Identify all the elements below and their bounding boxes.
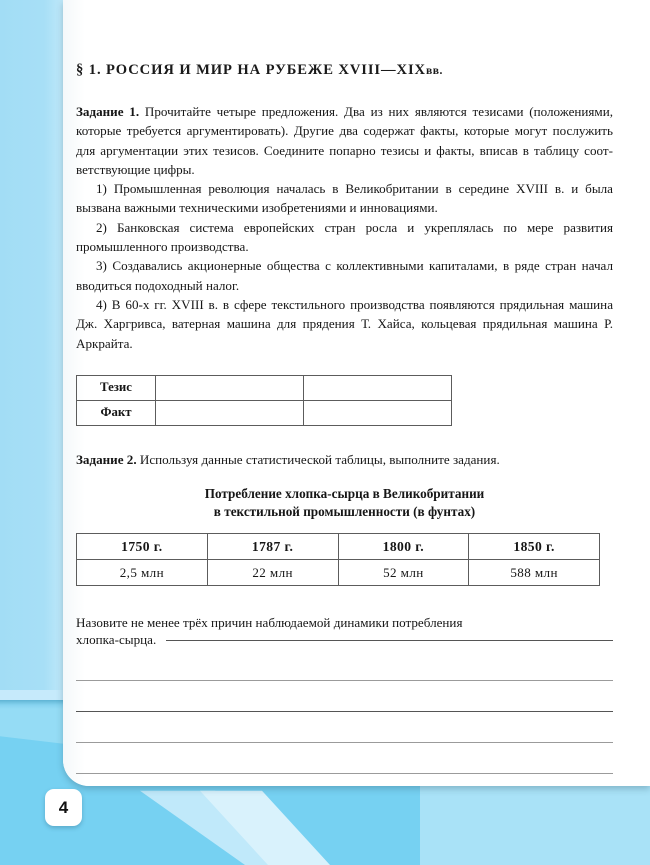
table-row-years (77, 534, 600, 560)
page-sheet-surface (63, 0, 650, 786)
stat-year-1: 1750 г. (77, 534, 208, 560)
thesis-row-label: Тезис (77, 375, 156, 400)
statistics-table (76, 533, 600, 586)
task1-intro-paragraph (76, 102, 613, 179)
answer-line-1[interactable] (76, 680, 613, 681)
stat-year-2: 1787 г. (207, 534, 338, 560)
task2-question-line-2 (76, 632, 613, 648)
fact-answer-cell-2[interactable] (304, 400, 452, 425)
background-left-band-gradient (0, 0, 63, 700)
task1-statement-3: 3) Создавались акционерные общества с коллективными капиталами, в ряде стран начал вводиться подоходный налог. (76, 258, 613, 293)
task2-intro-text: Используя данные статистической таблицы, выполните задания. (136, 451, 500, 467)
statistics-table-caption (76, 485, 613, 521)
stat-value-1: 2,5 млн (77, 560, 208, 586)
statistics-caption-line-2: в текстильной промышленности (в фунтах) (213, 504, 476, 520)
table-row[interactable] (77, 375, 452, 400)
page-number-badge: 4 (45, 789, 82, 826)
thesis-answer-cell-2[interactable] (304, 375, 452, 400)
stat-value-3: 52 млн (338, 560, 469, 586)
task1-statement-2: 2) Банковская система европейских стран росла и укреплялась по мере развития промышленного производства. (76, 219, 613, 255)
task2-question-line-1: Назовите не менее трёх причин наблюдаемой динамики потребления (76, 615, 463, 631)
stat-value-2: 22 млн (207, 560, 338, 586)
table-row[interactable] (77, 400, 452, 425)
stat-value-4: 588 млн (469, 560, 600, 586)
table-row-values (77, 560, 600, 586)
fact-answer-cell-1[interactable] (156, 400, 304, 425)
answer-line-0[interactable] (166, 640, 613, 641)
page-title (76, 0, 613, 79)
answer-line-2[interactable] (76, 711, 613, 712)
task2-label: Задание 2. (76, 451, 137, 467)
stat-year-4: 1850 г. (469, 534, 600, 560)
fact-row-label: Факт (77, 400, 156, 425)
answer-line-3[interactable] (76, 742, 613, 743)
thesis-fact-answer-table[interactable] (76, 375, 452, 426)
task1-label: Задание 1. (76, 104, 140, 119)
task1-statement-4: 4) В 60-х гг. XVIII в. в сфере текстильного производства появляются прядильная машина Дж. Харгривса, ватерная машина для прядения Т. Хайса, кольцевая прядильная машина Р. Аркрайта. (76, 296, 613, 351)
task2-question-tail-text: хлопка-сырца. (76, 632, 157, 648)
page-content (76, 0, 613, 774)
stat-year-3: 1800 г. (338, 534, 469, 560)
task2-intro-paragraph (76, 450, 613, 469)
section-title-suffix: вв. (425, 64, 443, 77)
page-sheet (63, 0, 650, 786)
task1-statement-1: 1) Промышленная революция началась в Великобритании в середине XVIII в. и была вызвана важными техническими изобретениями и инновациями. (76, 181, 613, 216)
answer-line-4[interactable] (76, 773, 613, 774)
section-title-main: § 1. РОССИЯ И МИР НА РУБЕЖЕ XVIII—XIX (76, 62, 426, 78)
task1-intro-text: Прочитайте четыре предложения. Два из них являются тезисами (положениями, которые требуется аргументировать). Другие два содержат факты, которые могут послужить для аргументации этих тезисов. Соедините попарно тезисы и факты, вписав в таблицу соответствующие цифры. (76, 104, 613, 177)
thesis-answer-cell-1[interactable] (156, 375, 304, 400)
statistics-caption-line-1: Потребление хлопка-сырца в Великобритании (204, 486, 485, 502)
answer-lines-group (76, 680, 613, 774)
